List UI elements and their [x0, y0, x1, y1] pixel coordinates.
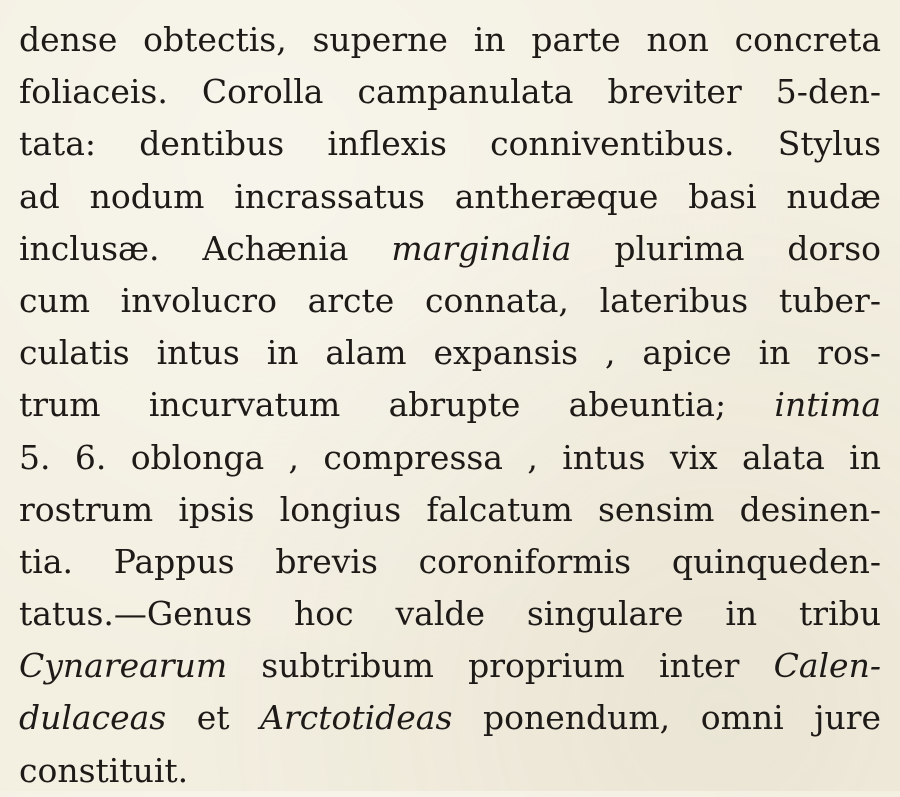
text-line	[19, 640, 881, 692]
text-line	[19, 432, 881, 484]
text-segment: cum involucro arcte connata, lateribus tuber-	[19, 280, 881, 320]
italic-text-segment: dulaceas	[19, 698, 167, 738]
text-segment: et	[166, 698, 261, 738]
body-paragraph	[19, 14, 881, 797]
text-line	[19, 118, 881, 170]
italic-text-segment: Calen-	[773, 646, 881, 686]
text-line	[19, 327, 881, 379]
italic-text-segment: Cynarearum	[19, 646, 228, 686]
text-line	[19, 171, 881, 223]
text-segment: foliaceis. Corolla campanulata breviter 5-den-	[19, 72, 881, 112]
text-line	[19, 379, 881, 431]
text-segment: subtribum proprium inter	[227, 646, 774, 686]
text-line	[19, 536, 881, 588]
italic-text-segment: intima	[774, 385, 881, 425]
text-line	[19, 66, 881, 118]
text-line	[19, 14, 881, 66]
text-segment: constituit.	[19, 750, 189, 790]
text-segment: tatus.—Genus hoc valde singulare in tribu	[19, 594, 881, 634]
text-line	[19, 275, 881, 327]
text-line	[19, 745, 881, 797]
text-segment: rostrum ipsis longius falcatum sensim desinen-	[19, 489, 881, 529]
text-line	[19, 692, 881, 744]
text-segment: 5. 6. oblonga , compressa , intus vix alata in	[19, 437, 881, 477]
italic-text-segment: Arctotideas	[260, 698, 453, 738]
text-segment: inclusæ. Achænia	[19, 228, 392, 268]
text-segment: tia. Pappus brevis coroniformis quinqueden-	[19, 541, 881, 581]
text-segment: tata: dentibus inflexis conniventibus. Stylus	[19, 124, 881, 164]
text-line	[19, 484, 881, 536]
text-line	[19, 588, 881, 640]
text-segment: trum incurvatum abrupte abeuntia;	[19, 385, 775, 425]
italic-text-segment: marginalia	[391, 228, 572, 268]
text-segment: ponendum, omni jure	[452, 698, 881, 738]
text-segment: ad nodum incrassatus antheræque basi nudæ	[19, 176, 881, 216]
text-segment: plurima dorso	[571, 228, 882, 268]
text-line	[19, 223, 881, 275]
text-segment: dense obtectis, superne in parte non concreta	[19, 20, 881, 59]
text-segment: culatis intus in alam expansis , apice in ros-	[19, 333, 881, 373]
